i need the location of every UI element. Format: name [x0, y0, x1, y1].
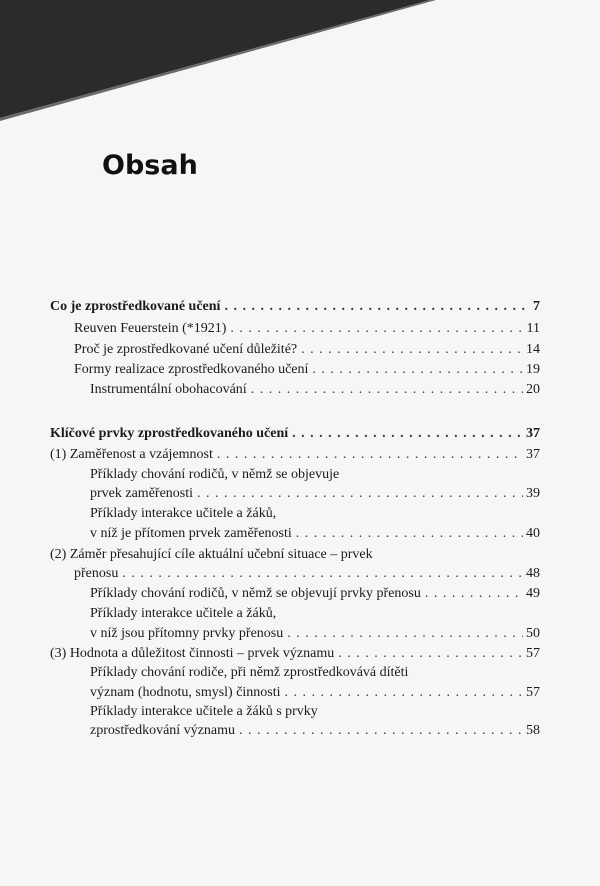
toc-entry: přenosu . . . 48 [74, 565, 540, 583]
toc-entry-sub: Příklady chování rodičů, v němž se objevují prvky přenosu . . . 49 [90, 585, 540, 603]
page-title: Obsah [102, 150, 198, 181]
toc-entry-text: Příklady chování rodičů, v němž se objevuje [90, 467, 340, 482]
toc-entry-sub: prvek zaměřenosti . . . 39 [90, 485, 540, 503]
toc-entry-sub: zprostředkování významu . . . 58 [90, 722, 540, 740]
toc-entry: (3) Hodnota a důležitost činnosti – prvek významu . . . 57 [50, 645, 540, 663]
toc-entry-text: Příklady chování rodiče, při němž zprostředkovává dítěti [90, 665, 409, 680]
toc-entry: Formy realizace zprostředkovaného učení . . . 19 [74, 361, 540, 379]
toc-entry-text: (2) Záměr přesahující cíle aktuální učební situace – prvek [50, 547, 373, 562]
toc-entry-sub: v níž jsou přítomny prvky přenosu . . . 50 [90, 625, 540, 643]
toc-entry-chapter: Klíčové prvky zprostředkovaného učení . . . 37 [50, 425, 540, 443]
toc-entry-sub: význam (hodnotu, smysl) činnosti . . . 57 [90, 684, 540, 702]
toc-entry-text: Příklady interakce učitele a žáků s prvky [90, 704, 318, 719]
toc-entry: Reuven Feuerstein (*1921) . . . 11 [74, 320, 540, 338]
toc-entry-text: Příklady interakce učitele a žáků, [90, 506, 277, 521]
scan-dark-corner [0, 0, 600, 150]
toc-entry-chapter: Co je zprostředkované učení . . . 7 [50, 298, 540, 316]
toc-entry-sub: v níž je přítomen prvek zaměřenosti . . . 40 [90, 525, 540, 543]
toc-entry: (1) Zaměřenost a vzájemnost . . . 37 [50, 446, 540, 464]
toc-entry-text: Příklady interakce učitele a žáků, [90, 606, 277, 621]
toc-entry: Proč je zprostředkované učení důležité? . . . 14 [74, 341, 540, 359]
toc-entry-sub: Instrumentální obohacování . . . 20 [90, 381, 540, 399]
